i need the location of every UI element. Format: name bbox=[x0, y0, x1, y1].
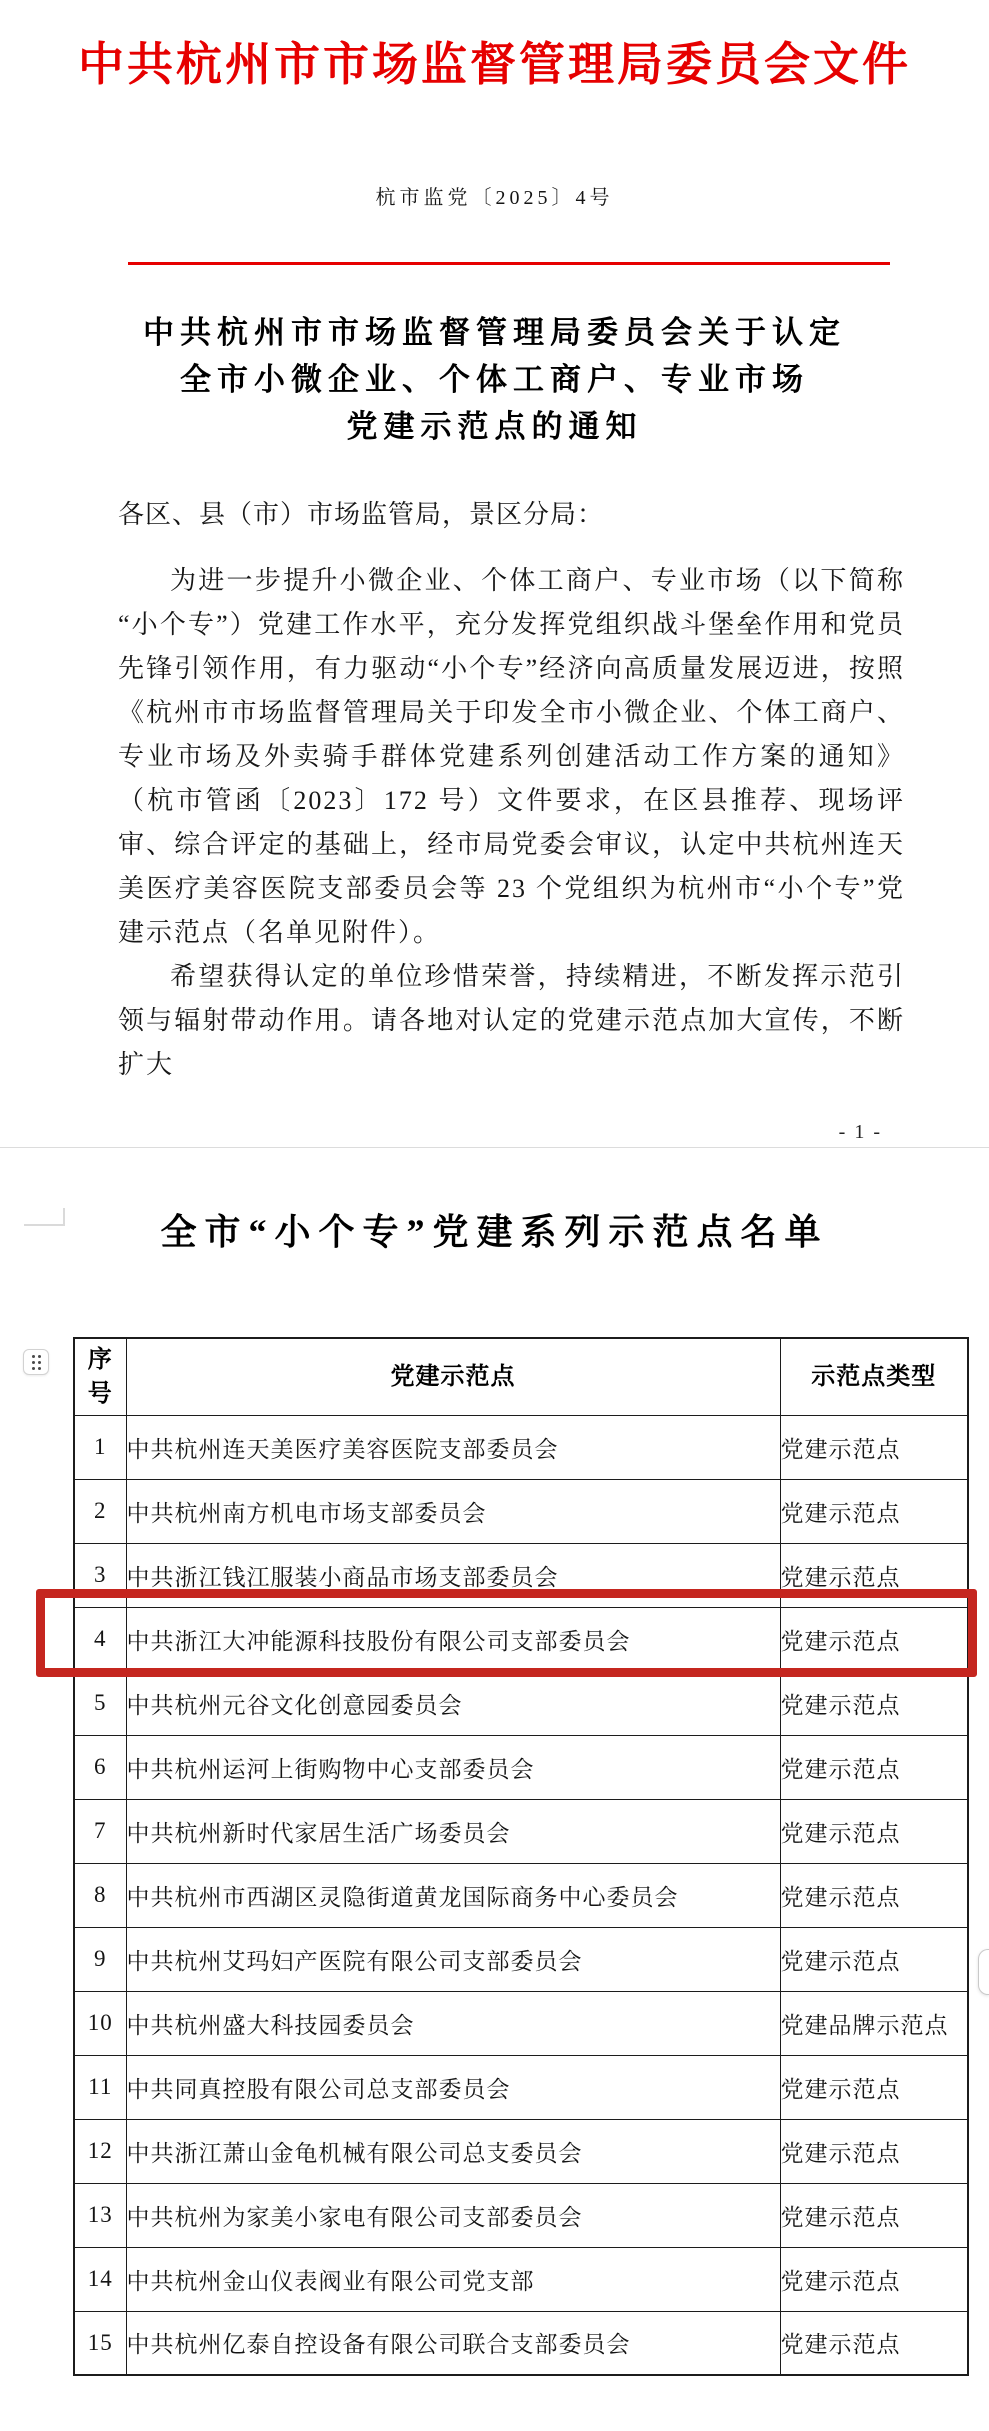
row-type-cell: 党建示范点 bbox=[780, 2311, 968, 2375]
row-type-cell: 党建品牌示范点 bbox=[780, 1991, 968, 2055]
row-number-cell: 14 bbox=[74, 2247, 126, 2311]
document-page-1 bbox=[0, 34, 989, 1148]
row-number-cell: 1 bbox=[74, 1415, 126, 1479]
row-type-cell: 党建示范点 bbox=[780, 2247, 968, 2311]
row-number-cell: 8 bbox=[74, 1863, 126, 1927]
page-corner-mark bbox=[24, 1208, 65, 1226]
row-org-name-cell: 中共杭州元谷文化创意园委员会 bbox=[126, 1671, 780, 1735]
row-type-cell: 党建示范点 bbox=[780, 1927, 968, 1991]
six-dot-grid-icon bbox=[32, 1355, 41, 1370]
table-row bbox=[74, 1863, 968, 1927]
row-number-cell: 12 bbox=[74, 2119, 126, 2183]
row-type-cell: 党建示范点 bbox=[780, 1799, 968, 1863]
column-header-site: 党建示范点 bbox=[126, 1338, 780, 1415]
document-page-2 bbox=[0, 1207, 989, 2431]
row-org-name-cell: 中共杭州新时代家居生活广场委员会 bbox=[126, 1799, 780, 1863]
row-type-cell: 党建示范点 bbox=[780, 1735, 968, 1799]
table-row bbox=[74, 1607, 968, 1671]
row-number-cell: 13 bbox=[74, 2183, 126, 2247]
row-org-name-cell: 中共杭州南方机电市场支部委员会 bbox=[126, 1479, 780, 1543]
table-row bbox=[74, 1991, 968, 2055]
row-type-cell: 党建示范点 bbox=[780, 1415, 968, 1479]
red-letterhead-title: 中共杭州市市场监督管理局委员会文件 bbox=[78, 39, 911, 90]
table-row bbox=[74, 2119, 968, 2183]
table-row bbox=[74, 1479, 968, 1543]
row-org-name-cell: 中共杭州为家美小家电有限公司支部委员会 bbox=[126, 2183, 780, 2247]
table-header-row bbox=[74, 1338, 968, 1415]
row-org-name-cell: 中共杭州运河上街购物中心支部委员会 bbox=[126, 1735, 780, 1799]
document-title bbox=[0, 309, 989, 450]
document-title-line: 全市小微企业、个体工商户、专业市场 bbox=[180, 362, 809, 397]
row-type-cell: 党建示范点 bbox=[780, 2119, 968, 2183]
table-row bbox=[74, 1543, 968, 1607]
row-type-cell: 党建示范点 bbox=[780, 1543, 968, 1607]
row-org-name-cell: 中共杭州连天美医疗美容医院支部委员会 bbox=[126, 1415, 780, 1479]
body-paragraph: 希望获得认定的单位珍惜荣誉，持续精进，不断发挥示范引领与辐射带动作用。请各地对认定的党建示范点加大宣传，不断扩大 bbox=[118, 962, 905, 1079]
row-org-name-cell: 中共浙江钱江服装小商品市场支部委员会 bbox=[126, 1543, 780, 1607]
row-org-name-cell: 中共杭州金山仪表阀业有限公司党支部 bbox=[126, 2247, 780, 2311]
row-type-cell: 党建示范点 bbox=[780, 1479, 968, 1543]
column-header-index: 序号 bbox=[74, 1338, 126, 1415]
table-row bbox=[74, 2183, 968, 2247]
table-body bbox=[74, 1415, 968, 2375]
table-row bbox=[74, 1735, 968, 1799]
row-org-name-cell: 中共浙江大冲能源科技股份有限公司支部委员会 bbox=[126, 1607, 780, 1671]
table-drag-handle[interactable] bbox=[23, 1349, 49, 1375]
row-org-name-cell: 中共杭州艾玛妇产医院有限公司支部委员会 bbox=[126, 1927, 780, 1991]
body-paragraphs bbox=[118, 559, 905, 1087]
row-org-name-cell: 中共杭州市西湖区灵隐街道黄龙国际商务中心委员会 bbox=[126, 1863, 780, 1927]
row-number-cell: 11 bbox=[74, 2055, 126, 2119]
row-type-cell: 党建示范点 bbox=[780, 1671, 968, 1735]
table-row bbox=[74, 2055, 968, 2119]
row-type-cell: 党建示范点 bbox=[780, 1863, 968, 1927]
row-number-cell: 4 bbox=[74, 1607, 126, 1671]
row-number-cell: 10 bbox=[74, 1991, 126, 2055]
row-org-name-cell: 中共浙江萧山金龟机械有限公司总支委员会 bbox=[126, 2119, 780, 2183]
row-type-cell: 党建示范点 bbox=[780, 2055, 968, 2119]
document-title-line: 党建示范点的通知 bbox=[346, 409, 643, 444]
demonstration-sites-table bbox=[73, 1337, 969, 2376]
attachment-list-title: 全市“小个专”党建系列示范点名单 bbox=[160, 1212, 829, 1252]
row-number-cell: 7 bbox=[74, 1799, 126, 1863]
row-number-cell: 5 bbox=[74, 1671, 126, 1735]
red-divider-rule bbox=[128, 262, 890, 265]
table-row bbox=[74, 1671, 968, 1735]
salutation-line: 各区、县（市）市场监管局，景区分局： bbox=[118, 500, 605, 529]
row-type-cell: 党建示范点 bbox=[780, 2183, 968, 2247]
row-number-cell: 3 bbox=[74, 1543, 126, 1607]
row-type-cell: 党建示范点 bbox=[780, 1607, 968, 1671]
column-header-type: 示范点类型 bbox=[780, 1338, 968, 1415]
table-row bbox=[74, 2247, 968, 2311]
document-title-line: 中共杭州市市场监督管理局委员会关于认定 bbox=[143, 315, 846, 350]
row-number-cell: 9 bbox=[74, 1927, 126, 1991]
body-paragraph: 为进一步提升小微企业、个体工商户、专业市场（以下简称 “小个专”）党建工作水平，充分发挥党组织战斗堡垒作用和党员先锋引领作用，有力驱动“小个专”经济向高质量发展迈进，按照《杭州市市场监督管理局关于印发全市小微企业、个体工商户、专业市场及外卖骑手群体党建系列创建活动工作方案的通知》（杭市管函〔2023〕172 号）文件要求，在区县推荐、现场评审、综合评定的基础上，经市局党委会审议，认定中共杭州连天美医疗美容医院支部委员会等 23 个党组织为杭州市“小个专”党建示范点（名单见附件）。 bbox=[118, 566, 905, 947]
page-number: - 1 - bbox=[838, 1121, 882, 1143]
row-org-name-cell: 中共杭州亿泰自控设备有限公司联合支部委员会 bbox=[126, 2311, 780, 2375]
row-number-cell: 15 bbox=[74, 2311, 126, 2375]
side-scroll-pill[interactable] bbox=[978, 1949, 989, 1995]
table-row bbox=[74, 1415, 968, 1479]
row-number-cell: 6 bbox=[74, 1735, 126, 1799]
row-org-name-cell: 中共同真控股有限公司总支部委员会 bbox=[126, 2055, 780, 2119]
document-number: 杭市监党〔2025〕4号 bbox=[375, 187, 614, 209]
table-row bbox=[74, 1799, 968, 1863]
row-number-cell: 2 bbox=[74, 1479, 126, 1543]
table-row bbox=[74, 2311, 968, 2375]
table-row bbox=[74, 1927, 968, 1991]
row-org-name-cell: 中共杭州盛大科技园委员会 bbox=[126, 1991, 780, 2055]
